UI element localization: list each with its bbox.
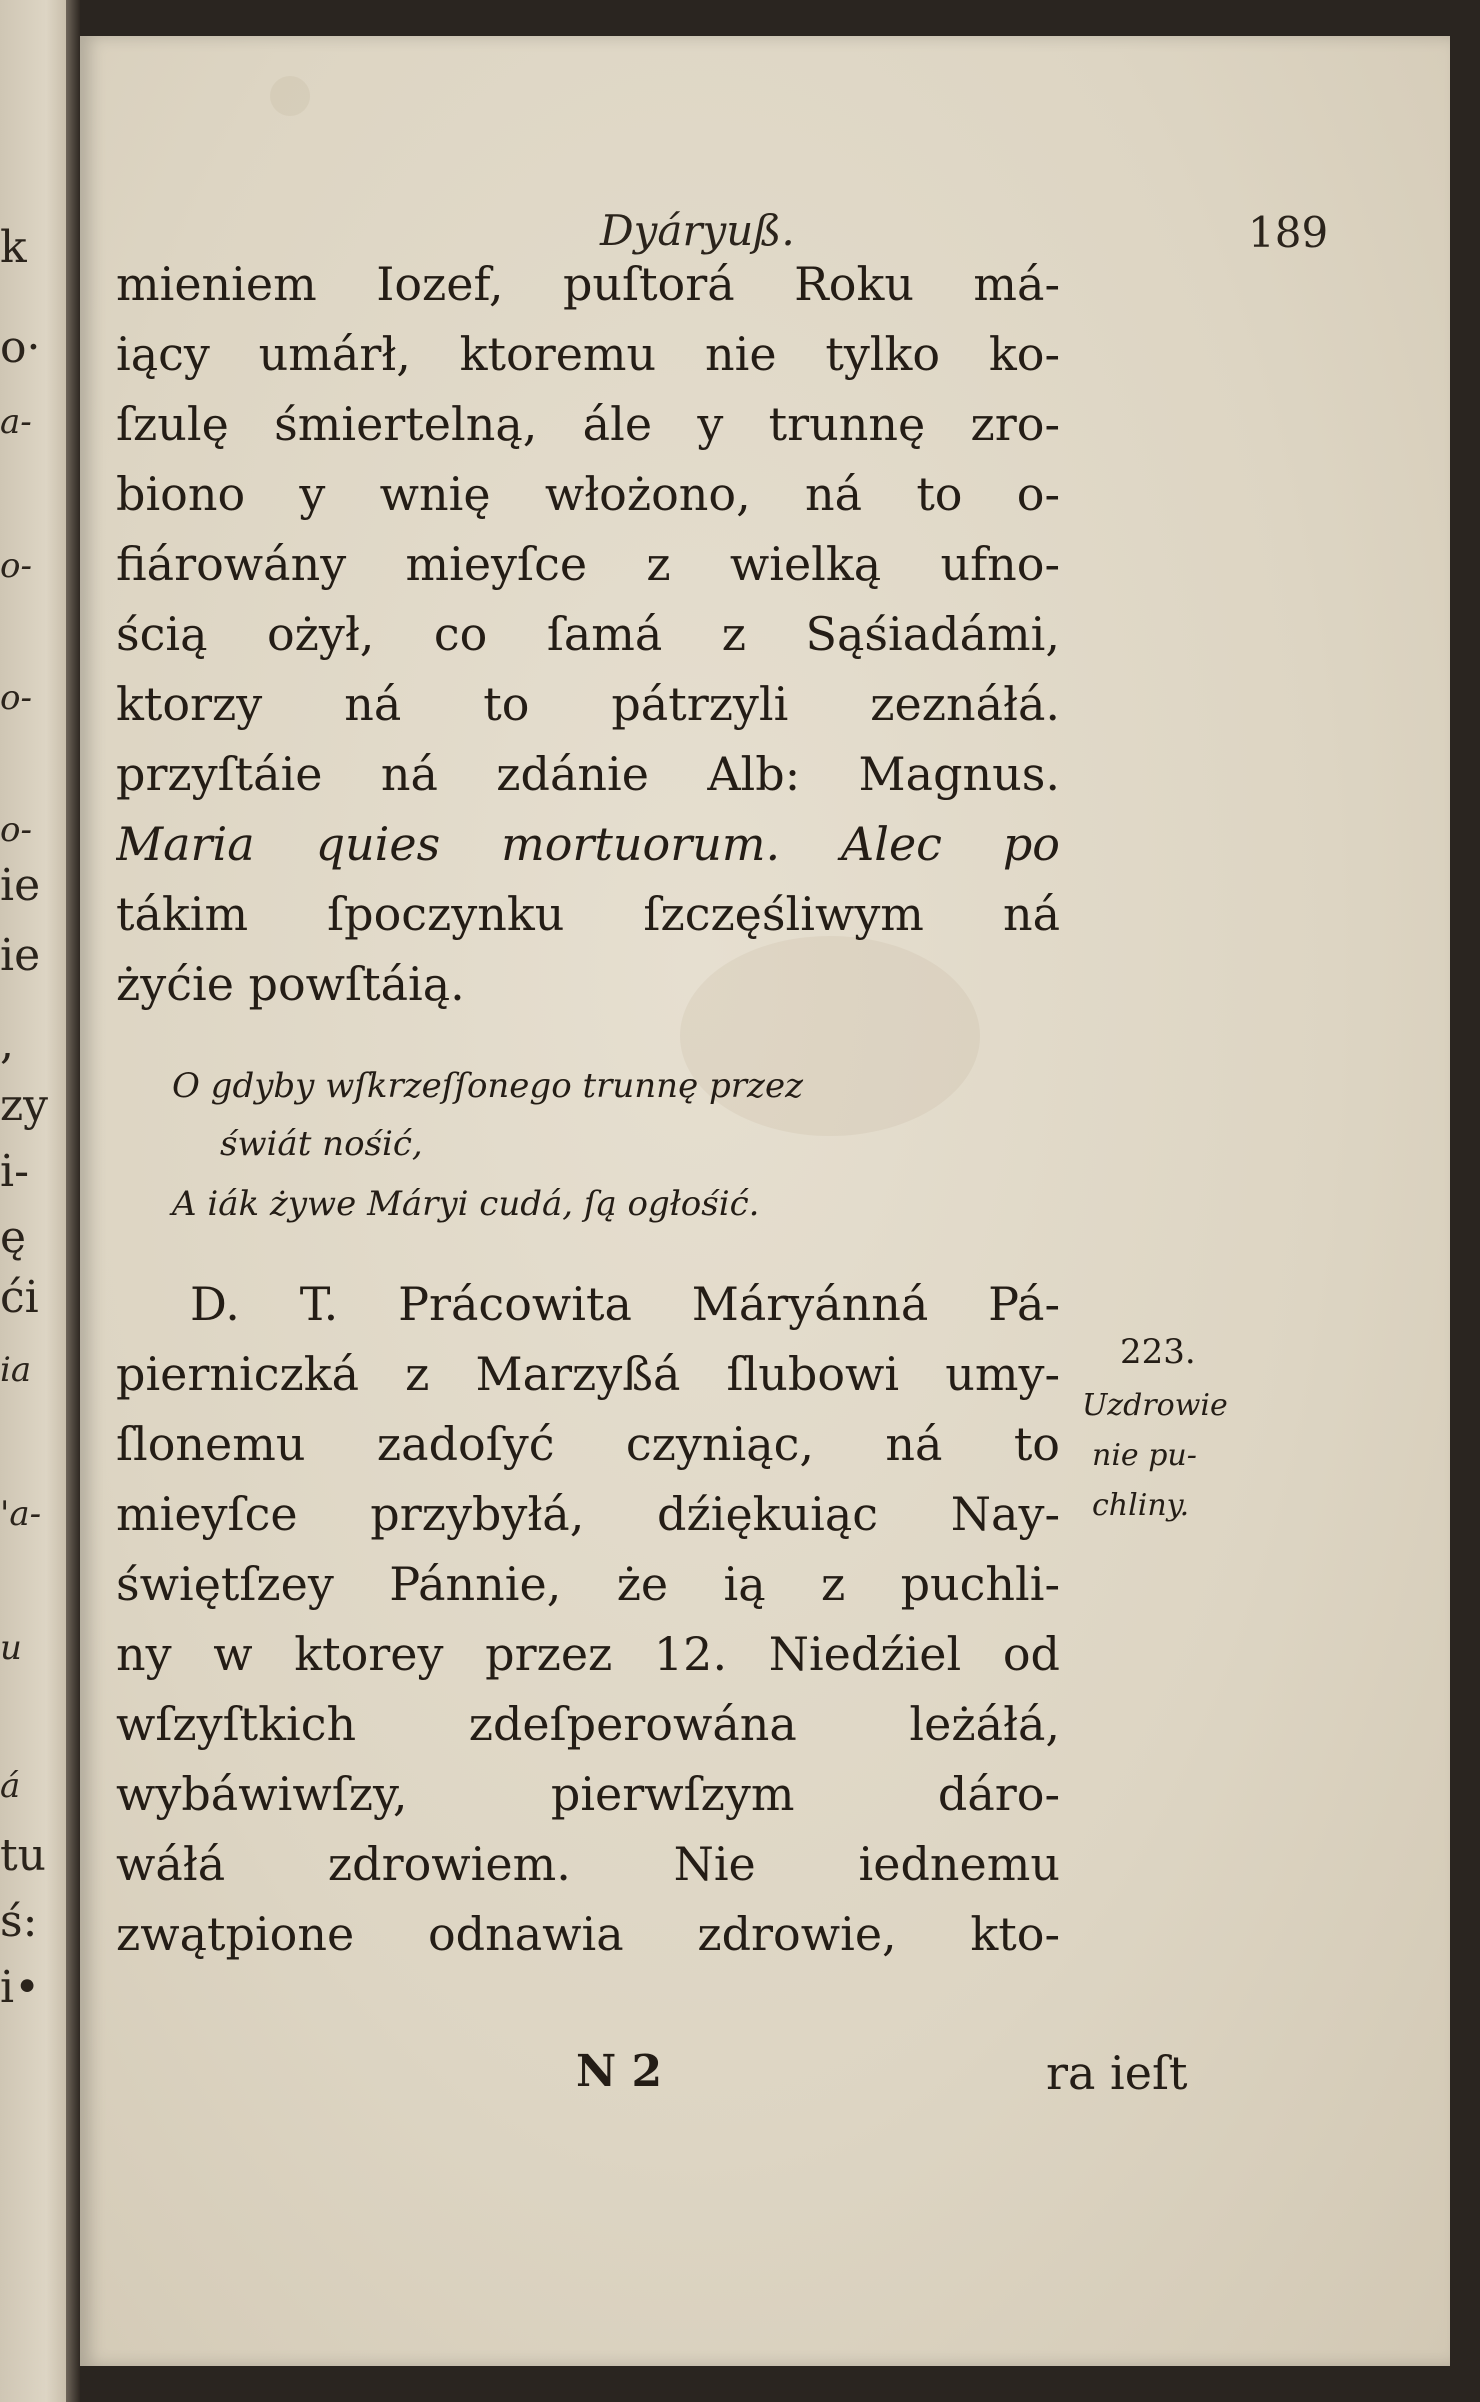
text-line: ny w ktorey przez 12. Niedźiel od: [116, 1627, 1060, 1681]
prev-fragment: ś:: [0, 1896, 38, 1947]
text-line: fiárowány mieyſce z wielką ufno-: [116, 537, 1060, 591]
margin-note-number: 223.: [1120, 1332, 1196, 1372]
text-line: żyćie powſtáią.: [116, 957, 465, 1011]
prev-fragment: i•: [0, 1962, 41, 2013]
text-line: wſzyſtkich zdeſperowána leżáłá,: [116, 1697, 1060, 1751]
book-page: [80, 36, 1450, 2366]
text-line: tákim ſpoczynku ſzczęśliwym ná: [116, 887, 1060, 941]
paper-stain: [270, 76, 310, 116]
previous-page-edge: [0, 0, 66, 2402]
scan-background-edge: [1450, 0, 1480, 2402]
prev-fragment: o-: [0, 678, 32, 718]
prev-fragment: o·: [0, 322, 41, 373]
text-line: zwątpione odnawia zdrowie, kto-: [116, 1907, 1060, 1961]
text-line: biono y wnię włożono, ná to o-: [116, 467, 1060, 521]
signature-mark: N 2: [576, 2046, 663, 2097]
text-line: mieyſce przybyłá, dźiękuiąc Nay-: [116, 1487, 1060, 1541]
text-line: świętſzey Pánnie, że ią z puchli-: [116, 1557, 1060, 1611]
catchword: ra ieſt: [1046, 2046, 1188, 2100]
text-line: ſzulę śmiertelną, ále y trunnę zro-: [116, 397, 1060, 451]
text-line: D. T. Prácowita Máryánná Pá-: [190, 1277, 1060, 1331]
prev-fragment: ę: [0, 1212, 27, 1263]
prev-fragment: ći: [0, 1272, 39, 1323]
text-line: wybáwiwſzy, pierwſzym dáro-: [116, 1767, 1060, 1821]
text-line: ścią ożył, co ſamá z Sąśiadámi,: [116, 607, 1060, 661]
book-gutter: [66, 0, 80, 2402]
prev-fragment: o-: [0, 546, 32, 586]
prev-fragment: tu: [0, 1830, 47, 1881]
text-line: przyſtáie ná zdánie Alb: Magnus.: [116, 747, 1060, 801]
verse-line: O gdyby wſkrzeſſonego trunnę przez: [172, 1066, 803, 1106]
text-line: Maria quies mortuorum. Alec po: [116, 817, 1060, 871]
page-number: 189: [1248, 208, 1329, 257]
running-head: Dyáryuß.: [600, 206, 795, 255]
margin-note-line: chliny.: [1092, 1488, 1190, 1523]
prev-fragment: 'a-: [0, 1494, 42, 1534]
prev-fragment: ie: [0, 860, 41, 911]
text-line: wáłá zdrowiem. Nie iednemu: [116, 1837, 1060, 1891]
verse-line: A iák żywe Máryi cudá, ſą ogłośić.: [172, 1184, 760, 1224]
prev-fragment: ia: [0, 1350, 32, 1390]
margin-note-line: nie pu-: [1092, 1438, 1197, 1473]
prev-fragment: ie: [0, 930, 41, 981]
prev-fragment: á: [0, 1766, 21, 1806]
margin-note-line: Uzdrowie: [1082, 1388, 1228, 1423]
prev-fragment: i-: [0, 1146, 29, 1197]
prev-fragment: zy: [0, 1080, 49, 1131]
prev-fragment: o-: [0, 810, 32, 850]
verse-line: świát nośić,: [220, 1124, 423, 1164]
prev-fragment: ,: [0, 1018, 14, 1069]
text-line: iący umárł, ktoremu nie tylko ko-: [116, 327, 1060, 381]
prev-fragment: u: [0, 1628, 22, 1668]
prev-fragment: k: [0, 222, 27, 273]
text-line: mieniem Iozef, puſtorá Roku má-: [116, 257, 1060, 311]
text-line: ktorzy ná to pátrzyli zeznáłá.: [116, 677, 1060, 731]
prev-fragment: a-: [0, 402, 32, 442]
text-line: ſlonemu zadoſyć czyniąc, ná to: [116, 1417, 1060, 1471]
text-line: pierniczká z Marzyßá ſlubowi umy-: [116, 1347, 1060, 1401]
